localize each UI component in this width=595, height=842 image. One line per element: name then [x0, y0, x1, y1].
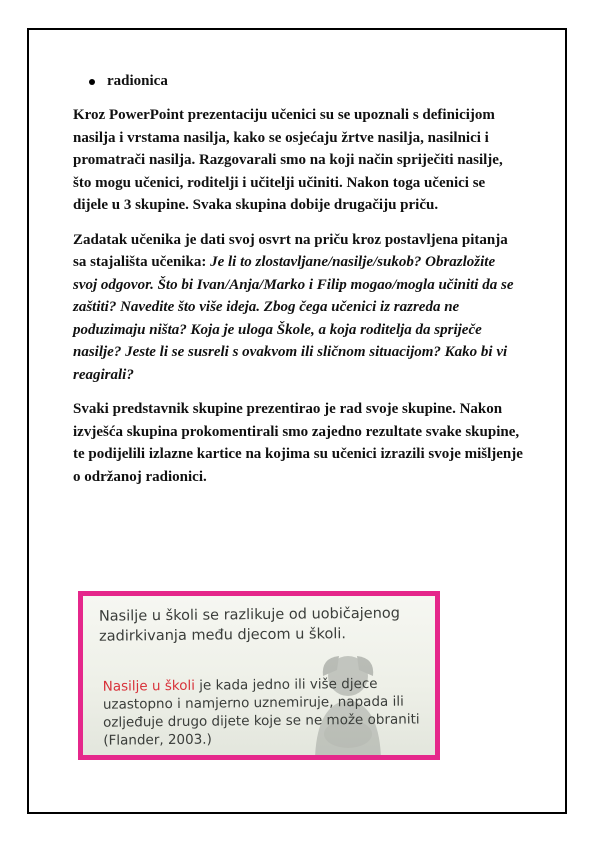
paragraph-intro: Kroz PowerPoint prezentaciju učenici su se upoznali s definicijom nasilja i vrstama nasilja, kako se osjećaju žrtve nasilja, nasilnici i promatrači nasilja. Razgovarali smo na koji način spriječiti nasilje, što mogu učenici, roditelji i učitelji učiniti. Nakon toga učenici se dijele u 3 skupine. Svaka skupina dobije drugačiju priču.	[73, 107, 503, 213]
bullet-item	[89, 73, 523, 90]
document-body	[73, 73, 523, 500]
paragraph-summary: Svaki predstavnik skupine prezentirao je rad svoje skupine. Nakon izvješća skupina prokomentirali smo zajedno rezultate svake skupine, te podijelili izlazne kartice na kojima su učenici izrazili svoje mišljenje o održanoj radionici.	[73, 401, 523, 485]
slide-photo	[78, 591, 440, 760]
paragraph-task	[73, 229, 523, 387]
bullet-dot-icon	[89, 79, 95, 85]
bullet-label: radionica	[107, 73, 168, 89]
slide-definition-heading: Nasilje u školi se razlikuje od uobičajenog zadirkivanja među djecom u školi.	[98, 605, 401, 645]
slide-definition-text	[103, 674, 434, 749]
slide-content	[83, 596, 435, 755]
slide-definition-body: je kada jedno ili više djece uzastopno i namjerno uznemiruje, napada ili ozlјeđuje drugo dijete koje se ne može obraniti (Flander, 2003.)	[102, 675, 420, 749]
task-questions-text: Je li to zlostavljane/nasilje/sukob? Obrazložite svoj odgovor. Što bi Ivan/Anja/Marko i Filip mogao/mogla učiniti da se zaštiti? Navedite što više ideja. Zbog čega učenici iz razreda ne poduzimaju ništa? Koja je uloga Škole, a koja roditelja da spriječe nasilje? Jeste li se susreli s ovakvom ili sličnom situacijom? Kako bi vi reagirali?	[73, 254, 514, 383]
task-lead-text: Zadatak učenika je dati svoj osvrt na priču kroz postavljena pitanja sa stajališta učenika:	[73, 231, 508, 270]
slide-highlight-term: Nasilje u školi	[102, 677, 196, 695]
